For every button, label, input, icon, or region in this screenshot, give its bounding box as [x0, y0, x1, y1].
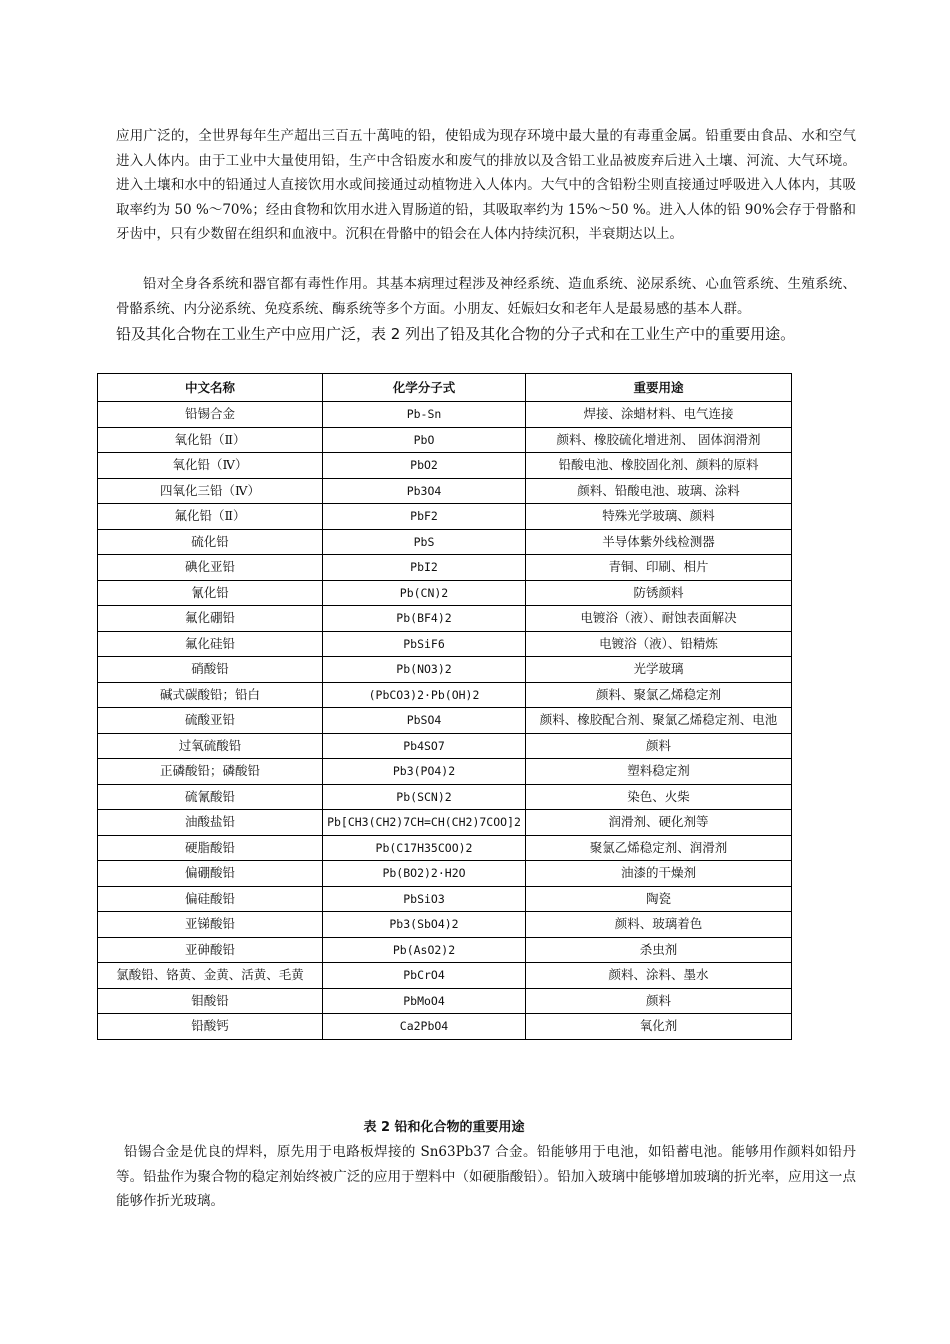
- table-row: [98, 682, 792, 708]
- cell-chinese-name: 亚锑酸铅: [98, 912, 323, 938]
- cell-formula: Pb3(PO4)2: [323, 759, 526, 785]
- cell-usage: 颜料: [526, 733, 792, 759]
- table-row: [98, 402, 792, 428]
- table-row: [98, 657, 792, 683]
- cell-usage: 特殊光学玻璃、颜料: [526, 504, 792, 530]
- table-body: [98, 402, 792, 1040]
- cell-formula: Ca2PbO4: [323, 1014, 526, 1040]
- cell-formula: Pb-Sn: [323, 402, 526, 428]
- paragraph-table-intro: 铅及其化合物在工业生产中应用广泛，表 2 列出了铅及其化合物的分子式和在工业生产中的重要用途。: [116, 325, 796, 343]
- table-row: [98, 580, 792, 606]
- cell-formula: Pb(BO2)2·H2O: [323, 861, 526, 887]
- cell-chinese-name: 四氧化三铅（Ⅳ）: [98, 478, 323, 504]
- table-row: [98, 708, 792, 734]
- table-row: [98, 631, 792, 657]
- cell-formula: Pb(AsO2)2: [323, 937, 526, 963]
- table-row: [98, 427, 792, 453]
- table-row: [98, 810, 792, 836]
- table-row: [98, 606, 792, 632]
- cell-chinese-name: 钼酸铅: [98, 988, 323, 1014]
- cell-formula: PbSiO3: [323, 886, 526, 912]
- cell-usage: 颜料、橡胶配合剂、聚氯乙烯稳定剂、电池: [526, 708, 792, 734]
- cell-usage: 光学玻璃: [526, 657, 792, 683]
- cell-chinese-name: 氯酸铅、铬黄、金黄、活黄、毛黄: [98, 963, 323, 989]
- cell-usage: 颜料、玻璃着色: [526, 912, 792, 938]
- cell-formula: PbF2: [323, 504, 526, 530]
- cell-chinese-name: 氟化硼铅: [98, 606, 323, 632]
- paragraph-applications: 铅锡合金是优良的焊料，原先用于电路板焊接的 Sn63Pb37 合金。铅能够用于电池，如铅蓄电池。能够用作颜料如铅丹等。铅盐作为聚合物的稳定剂始终被广泛的应用于塑料中（如硬脂酸铅）。铅加入玻璃中能够增加玻璃的折光率，应用这一点能够作折光玻璃。: [116, 1144, 856, 1210]
- cell-usage: 油漆的干燥剂: [526, 861, 792, 887]
- cell-chinese-name: 铅酸钙: [98, 1014, 323, 1040]
- cell-usage: 塑料稳定剂: [526, 759, 792, 785]
- cell-formula: PbSiF6: [323, 631, 526, 657]
- header-chinese-name: 中文名称: [98, 374, 323, 402]
- table-row: [98, 861, 792, 887]
- cell-formula: Pb(NO3)2: [323, 657, 526, 683]
- cell-usage: 聚氯乙烯稳定剂、润滑剂: [526, 835, 792, 861]
- cell-usage: 颜料: [526, 988, 792, 1014]
- cell-chinese-name: 铅锡合金: [98, 402, 323, 428]
- cell-usage: 颜料、橡胶硫化增进剂、 固体润滑剂: [526, 427, 792, 453]
- cell-formula: PbCrO4: [323, 963, 526, 989]
- table-row: [98, 733, 792, 759]
- header-usage: 重要用途: [526, 374, 792, 402]
- cell-formula: PbS: [323, 529, 526, 555]
- table-row: [98, 529, 792, 555]
- cell-formula: PbI2: [323, 555, 526, 581]
- cell-formula: PbO: [323, 427, 526, 453]
- cell-usage: 铅酸电池、橡胶固化剂、颜料的原料: [526, 453, 792, 479]
- cell-usage: 润滑剂、硬化剂等: [526, 810, 792, 836]
- cell-formula: Pb[CH3(CH2)7CH=CH(CH2)7COO]2: [323, 810, 526, 836]
- cell-usage: 电镀浴（液）、铅精炼: [526, 631, 792, 657]
- cell-usage: 染色、火柴: [526, 784, 792, 810]
- cell-chinese-name: 偏硅酸铅: [98, 886, 323, 912]
- cell-usage: 半导体紫外线检测器: [526, 529, 792, 555]
- paragraph-exposure: 应用广泛的，全世界每年生产超出三百五十萬吨的铅，使铅成为现存环境中最大量的有毒重金属。铅重要由食品、水和空气进入人体内。由于工业中大量使用铅，生产中含铅废水和废气的排放以及含铅工业品被废弃后进入土壤、河流、大气环境。进入土壤和水中的铅通过人直接饮用水或间接通过动植物进入人体内。大气中的含铅粉尘则直接通过呼吸进入人体内，其吸取率约为 50 %～70%；经由食物和饮用水进入胃肠道的铅，其吸取率约为 15%～50 %。进入人体的铅 90%会存于骨骼和牙齿中，只有少数留在组织和血液中。沉积在骨骼中的铅会在人体内持续沉积，半衰期达以上。: [116, 128, 856, 243]
- cell-usage: 陶瓷: [526, 886, 792, 912]
- cell-usage: 颜料、涂料、墨水: [526, 963, 792, 989]
- cell-usage: 防锈颜料: [526, 580, 792, 606]
- table-row: [98, 784, 792, 810]
- cell-chinese-name: 正磷酸铅；磷酸铅: [98, 759, 323, 785]
- lead-compounds-table: [97, 373, 792, 1040]
- cell-usage: 杀虫剂: [526, 937, 792, 963]
- table-row: [98, 988, 792, 1014]
- table-row: [98, 478, 792, 504]
- table-row: [98, 886, 792, 912]
- cell-chinese-name: 氧化铅（Ⅳ）: [98, 453, 323, 479]
- cell-usage: 颜料、铅酸电池、玻璃、涂料: [526, 478, 792, 504]
- table-row: [98, 912, 792, 938]
- cell-formula: Pb(C17H35COO)2: [323, 835, 526, 861]
- cell-usage: 焊接、涂蜡材料、电气连接: [526, 402, 792, 428]
- cell-chinese-name: 硫酸亚铅: [98, 708, 323, 734]
- table-caption: 表 2 铅和化合物的重要用途: [363, 1120, 525, 1135]
- cell-formula: (PbCO3)2·Pb(OH)2: [323, 682, 526, 708]
- cell-chinese-name: 硬脂酸铅: [98, 835, 323, 861]
- table-row: [98, 835, 792, 861]
- cell-chinese-name: 氰化铅: [98, 580, 323, 606]
- cell-chinese-name: 碘化亚铅: [98, 555, 323, 581]
- header-formula: 化学分子式: [323, 374, 526, 402]
- cell-chinese-name: 氧化铅（Ⅱ）: [98, 427, 323, 453]
- cell-chinese-name: 偏硼酸铅: [98, 861, 323, 887]
- paragraph-toxicity: 铅对全身各系统和器官都有毒性作用。其基本病理过程涉及神经系统、造血系统、泌尿系统、心血管系统、生殖系统、骨骼系统、内分泌系统、免疫系统、酶系统等多个方面。小朋友、妊娠妇女和老年人是最易感的基本人群。: [116, 276, 856, 317]
- table-row: [98, 1014, 792, 1040]
- table-row: [98, 937, 792, 963]
- table-header-row: [98, 374, 792, 402]
- table-row: [98, 555, 792, 581]
- cell-formula: Pb3O4: [323, 478, 526, 504]
- cell-formula: PbSO4: [323, 708, 526, 734]
- cell-chinese-name: 硫化铅: [98, 529, 323, 555]
- cell-formula: Pb(BF4)2: [323, 606, 526, 632]
- cell-chinese-name: 亚砷酸铅: [98, 937, 323, 963]
- cell-chinese-name: 过氧硫酸铅: [98, 733, 323, 759]
- cell-formula: PbO2: [323, 453, 526, 479]
- cell-formula: Pb3(SbO4)2: [323, 912, 526, 938]
- cell-usage: 电镀浴（液）、耐蚀表面解决: [526, 606, 792, 632]
- cell-usage: 氧化剂: [526, 1014, 792, 1040]
- cell-chinese-name: 氟化硅铅: [98, 631, 323, 657]
- table-row: [98, 453, 792, 479]
- cell-formula: Pb4SO7: [323, 733, 526, 759]
- cell-usage: 青铜、印刷、相片: [526, 555, 792, 581]
- cell-formula: Pb(SCN)2: [323, 784, 526, 810]
- cell-chinese-name: 硝酸铅: [98, 657, 323, 683]
- table-row: [98, 963, 792, 989]
- cell-chinese-name: 油酸盐铅: [98, 810, 323, 836]
- cell-usage: 颜料、聚氯乙烯稳定剂: [526, 682, 792, 708]
- cell-chinese-name: 碱式碳酸铅；铅白: [98, 682, 323, 708]
- table-row: [98, 504, 792, 530]
- cell-formula: Pb(CN)2: [323, 580, 526, 606]
- cell-chinese-name: 氟化铅（Ⅱ）: [98, 504, 323, 530]
- cell-chinese-name: 硫氰酸铅: [98, 784, 323, 810]
- cell-formula: PbMoO4: [323, 988, 526, 1014]
- table-row: [98, 759, 792, 785]
